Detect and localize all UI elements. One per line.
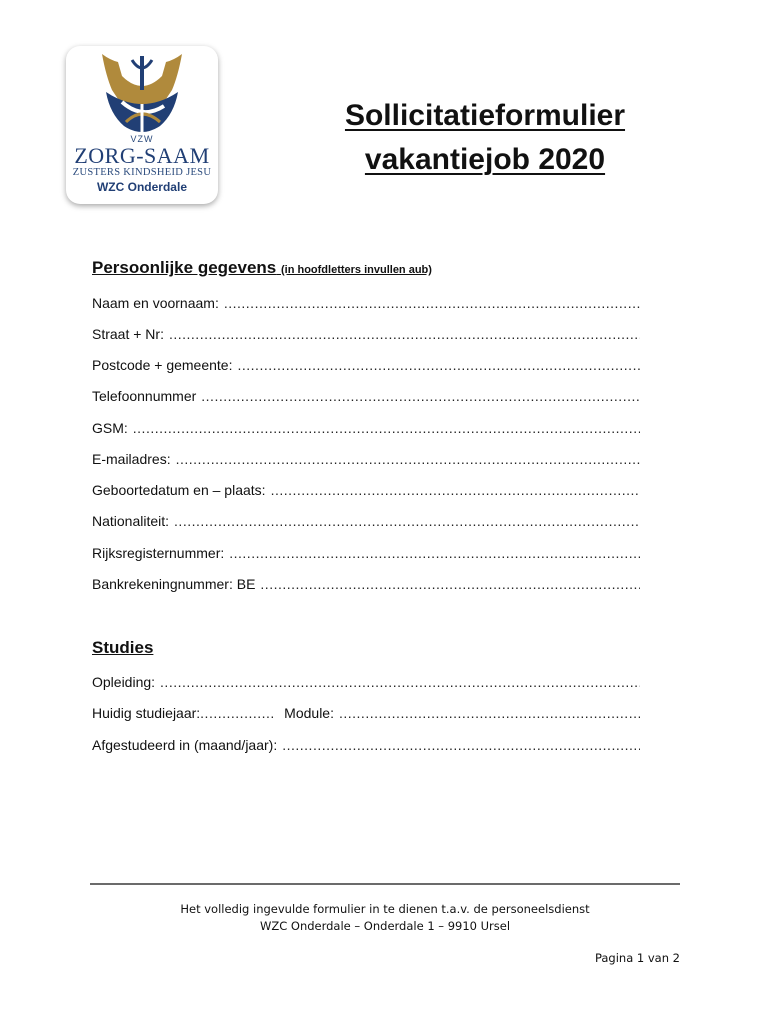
field-label: Bankrekeningnummer: BE bbox=[92, 576, 256, 592]
studies-section-heading bbox=[92, 638, 153, 658]
field-straat[interactable] bbox=[92, 326, 640, 344]
field-label: Postcode + gemeente: bbox=[92, 357, 233, 373]
fill-line bbox=[339, 705, 640, 721]
field-label: Straat + Nr: bbox=[92, 326, 164, 342]
field-postcode[interactable] bbox=[92, 357, 640, 375]
field-nationaliteit[interactable] bbox=[92, 513, 640, 531]
field-label: Naam en voornaam: bbox=[92, 295, 219, 311]
field-label: Afgestudeerd in (maand/jaar): bbox=[92, 737, 278, 753]
field-label-module: Module: bbox=[284, 705, 334, 721]
fill-line-short bbox=[200, 705, 276, 721]
field-label-studiejaar: Huidig studiejaar: bbox=[92, 705, 201, 721]
field-label: GSM: bbox=[92, 420, 128, 436]
field-gsm[interactable] bbox=[92, 420, 640, 438]
field-naam[interactable] bbox=[92, 295, 640, 313]
fill-line bbox=[201, 388, 640, 404]
title-line-2: vakantiejob 2020 bbox=[364, 143, 606, 176]
fill-line bbox=[238, 357, 641, 373]
logo-name-text: ZORG-SAAM bbox=[74, 143, 210, 168]
fill-line bbox=[282, 737, 640, 753]
personal-heading-note: (in hoofdletters invullen aub) bbox=[280, 264, 432, 276]
logo-site-text: WZC Onderdale bbox=[96, 180, 187, 194]
field-geboorte[interactable] bbox=[92, 482, 640, 500]
fill-line bbox=[133, 420, 640, 436]
fill-line bbox=[176, 451, 640, 467]
footer-line-2: WZC Onderdale – Onderdale 1 – 9910 Ursel bbox=[259, 919, 511, 933]
field-telefoon[interactable] bbox=[92, 388, 640, 406]
field-bankrekening[interactable] bbox=[92, 576, 640, 594]
field-studiejaar-module[interactable] bbox=[92, 705, 640, 723]
fill-line bbox=[229, 545, 640, 561]
logo-subtitle-text: ZUSTERS KINDSHEID JESU bbox=[72, 167, 212, 178]
field-rijksregister[interactable] bbox=[92, 545, 640, 563]
field-email[interactable] bbox=[92, 451, 640, 469]
field-label: Opleiding: bbox=[92, 674, 156, 690]
field-afgestudeerd[interactable] bbox=[92, 737, 640, 755]
field-opleiding[interactable] bbox=[92, 674, 640, 692]
page-number: Pagina 1 van 2 bbox=[594, 951, 680, 965]
field-label: Nationaliteit: bbox=[92, 513, 170, 529]
fill-line bbox=[160, 674, 640, 690]
field-label: Telefoonnummer bbox=[92, 388, 197, 404]
logo-vzw-text: VZW bbox=[130, 134, 154, 144]
fill-line bbox=[260, 576, 640, 592]
field-label: Geboortedatum en – plaats: bbox=[92, 482, 266, 498]
fill-line bbox=[169, 326, 640, 342]
organization-logo bbox=[66, 46, 218, 204]
personal-section-heading bbox=[92, 258, 432, 278]
studies-heading-text: Studies bbox=[92, 638, 154, 657]
title-line-1: Sollicitatieformulier bbox=[344, 99, 626, 132]
fill-line bbox=[224, 295, 640, 311]
field-label: Rijksregisternummer: bbox=[92, 545, 225, 561]
footer-divider bbox=[90, 883, 680, 885]
page-title bbox=[300, 94, 670, 182]
field-label: E-mailadres: bbox=[92, 451, 171, 467]
personal-heading-text: Persoonlijke gegevens bbox=[92, 258, 277, 277]
footer-line-1: Het volledig ingevulde formulier in te dienen t.a.v. de personeelsdienst bbox=[180, 902, 590, 916]
fill-line bbox=[174, 513, 640, 529]
fill-line bbox=[271, 482, 640, 498]
